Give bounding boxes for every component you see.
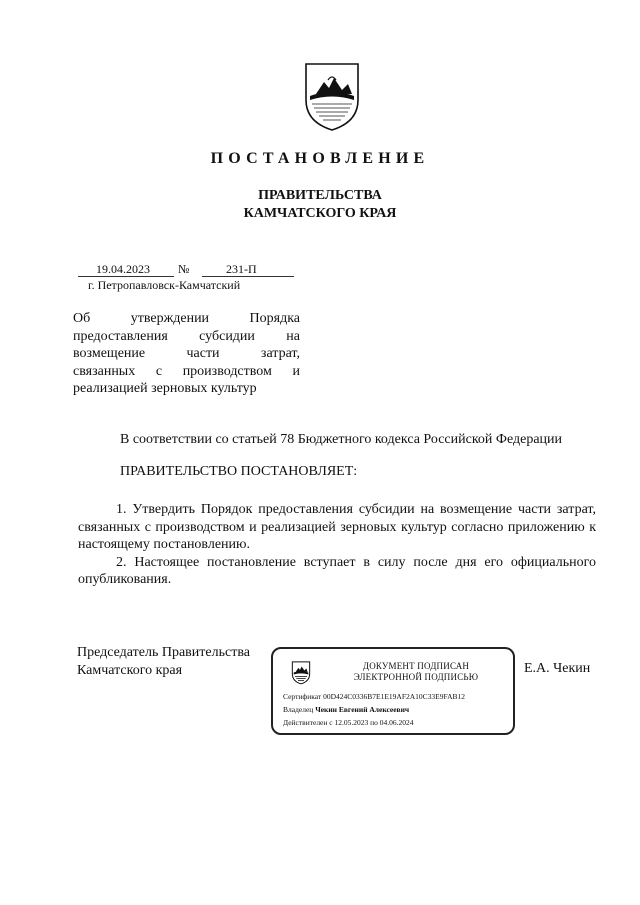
- stamp-title-line-1: ДОКУМЕНТ ПОДПИСАН: [362, 661, 470, 671]
- document-number: 231-П: [226, 262, 257, 276]
- city: г. Петропавловск-Камчатский: [88, 278, 241, 292]
- issuer-line-2: КАМЧАТСКОГО КРАЯ: [243, 206, 397, 221]
- document-subject: [73, 310, 300, 398]
- subject-line-2: предоставления субсидии на: [73, 328, 300, 344]
- document-type-title: ПОСТАНОВЛЕНИЕ: [210, 150, 430, 167]
- electronic-signature-stamp: [271, 647, 515, 735]
- stamp-validity: [283, 718, 414, 727]
- stamp-emblem-icon: [291, 660, 311, 685]
- decree-item-1: 1. Утвердить Порядок предоставления субсидии на возмещение части затрат, связанных с производством и реализацией зерновых культур согласно приложению к настоящему постановлению.: [78, 502, 596, 552]
- legal-basis: В соответствии со статьей 78 Бюджетного кодекса Российской Федерации: [120, 432, 563, 447]
- subject-line-4: связанных с производством и: [73, 363, 300, 379]
- subject-line-1: Об утверждении Порядка: [73, 311, 300, 326]
- owner-label: Владелец: [283, 705, 314, 714]
- date-number-line: [78, 262, 294, 278]
- number-sign: №: [178, 262, 190, 276]
- signatory-position: [77, 644, 250, 679]
- stamp-certificate: [283, 692, 465, 701]
- issuer-name: [0, 187, 640, 223]
- coat-of-arms-icon: [302, 60, 362, 132]
- position-line-2: Камчатского края: [77, 662, 183, 678]
- stamp-title-line-2: ЭЛЕКТРОННОЙ ПОДПИСЬЮ: [353, 672, 479, 682]
- stamp-title: [331, 661, 501, 683]
- signatory-name: Е.А. Чекин: [524, 661, 591, 676]
- subject-line-3: возмещение части затрат,: [73, 346, 300, 361]
- valid-from: 12.05.2023: [334, 718, 369, 727]
- valid-sep: по: [370, 718, 378, 727]
- position-line-1: Председатель Правительства: [77, 645, 250, 660]
- decree-items: [78, 501, 596, 589]
- issuer-line-1: ПРАВИТЕЛЬСТВА: [258, 188, 382, 203]
- certificate-value: 00D424C0336B7E1E19AF2A10C33E9FAB12: [323, 692, 466, 701]
- decree-heading: ПРАВИТЕЛЬСТВО ПОСТАНОВЛЯЕТ:: [120, 464, 358, 479]
- certificate-label: Сертификат: [283, 692, 322, 701]
- decree-item-2: 2. Настоящее постановление вступает в силу после дня его официального опубликования.: [78, 554, 596, 587]
- valid-label: Действителен с: [283, 718, 333, 727]
- document-date: 19.04.2023: [96, 262, 150, 276]
- valid-to: 04.06.2024: [379, 718, 414, 727]
- subject-line-5: реализацией зерновых культур: [73, 381, 257, 396]
- owner-value: Чекин Евгений Алексеевич: [315, 705, 410, 714]
- stamp-owner: [283, 705, 409, 714]
